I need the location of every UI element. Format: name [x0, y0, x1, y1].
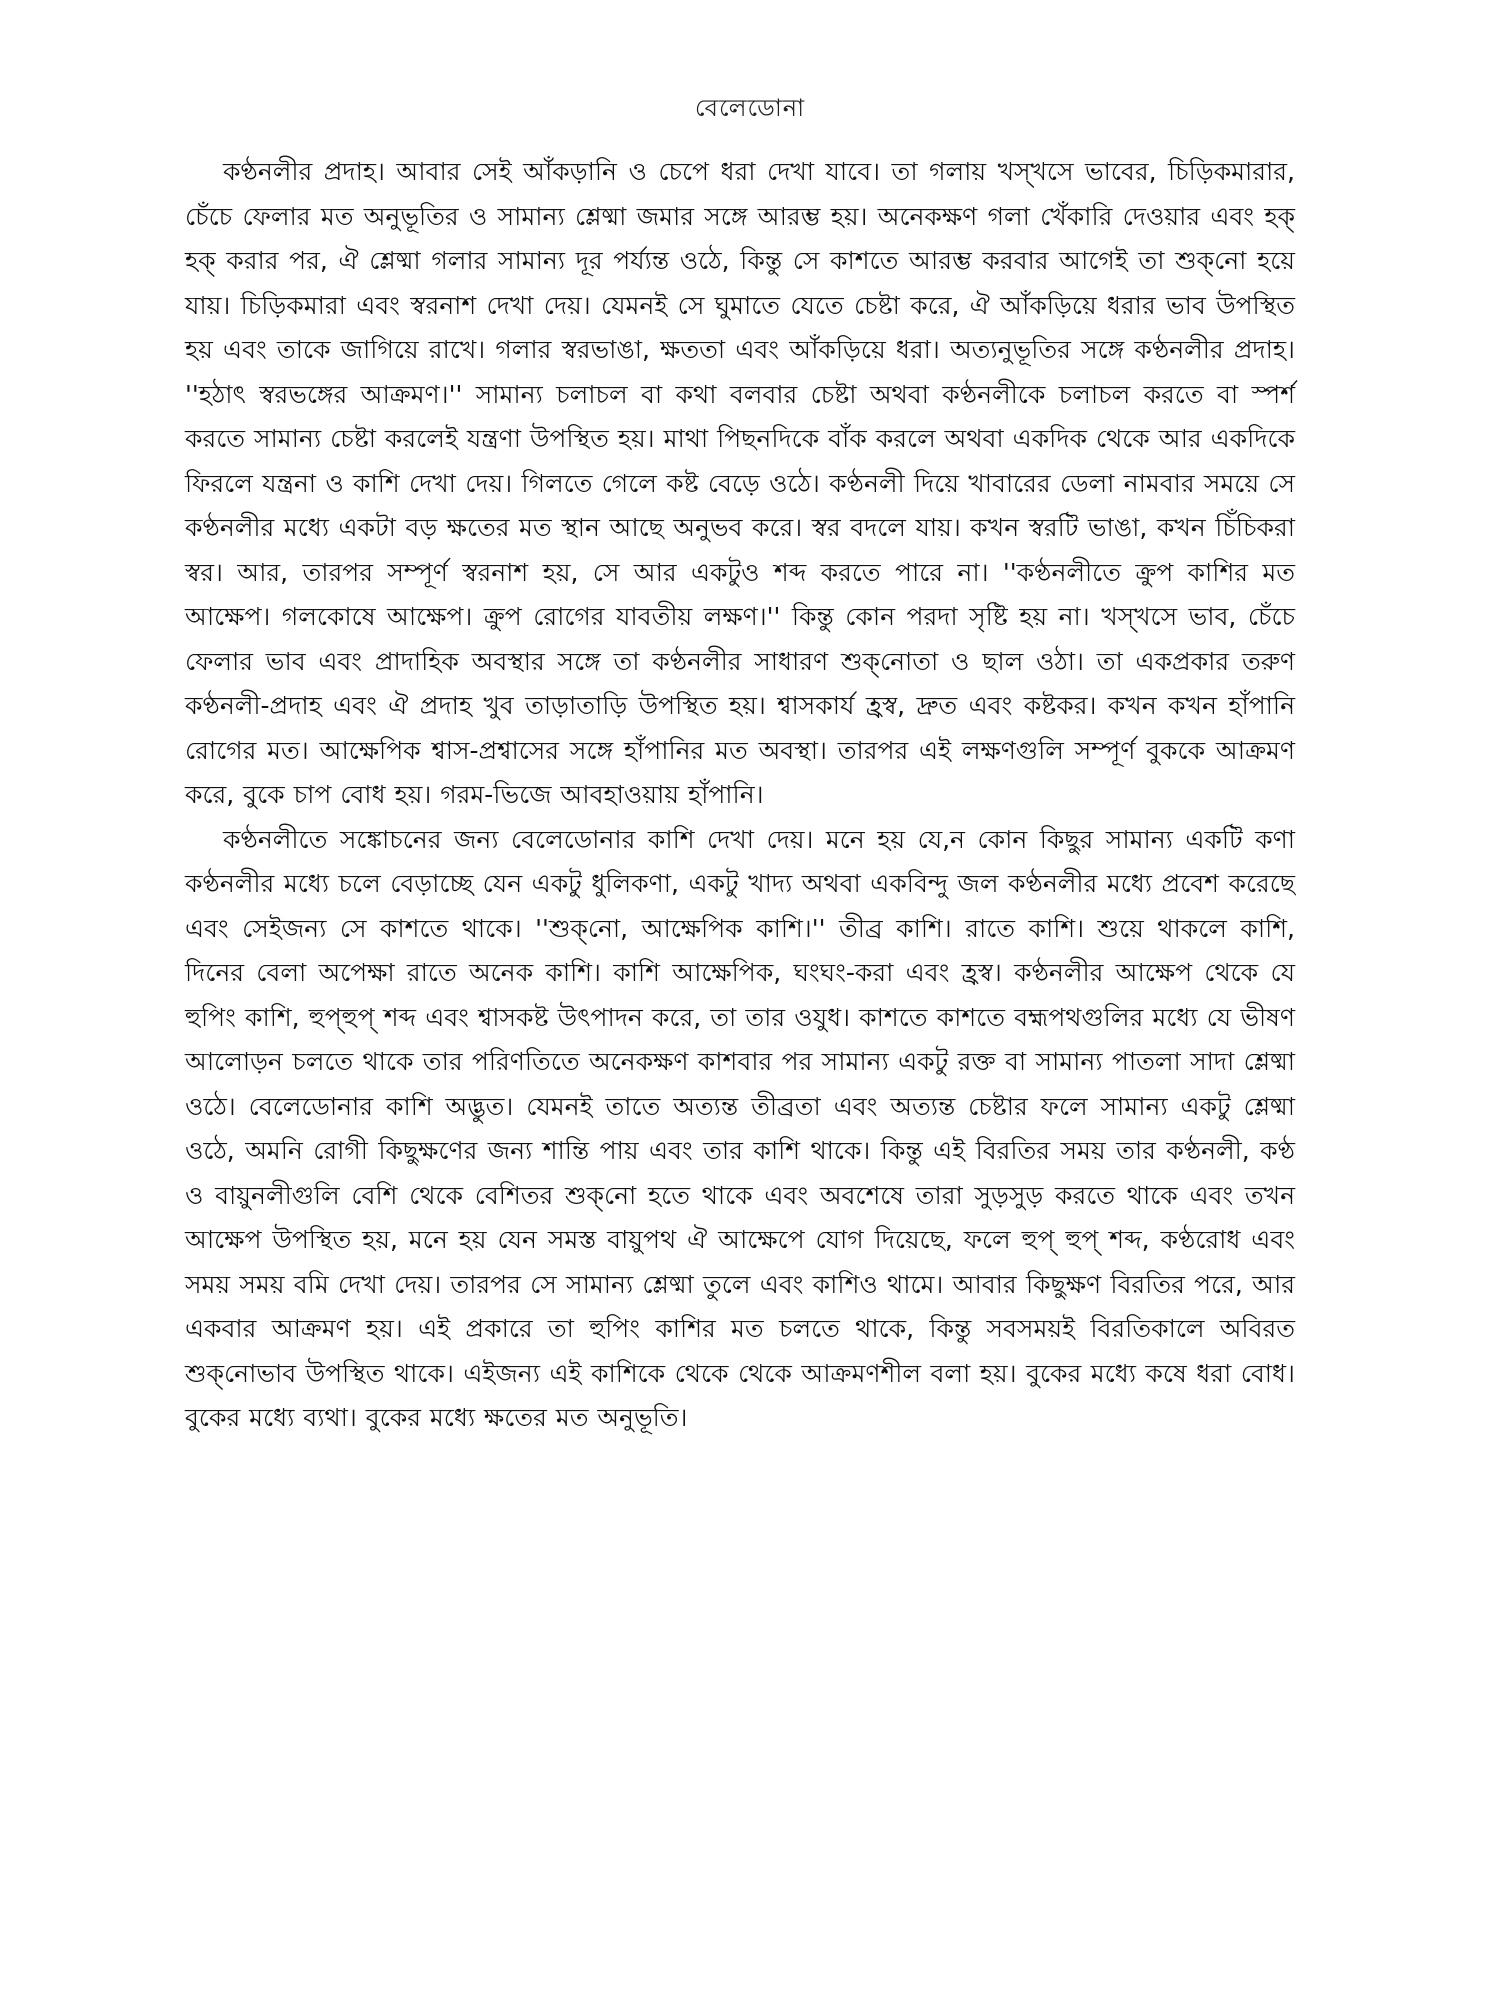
paragraph-larynx: কণ্ঠনলীর প্রদাহ। আবার সেই আঁকড়ানি ও চেপে ধরা দেখা যাবে। তা গলায় খস্‌খসে ভাবের, চিড়িকমারার, চেঁচে ফেলার মত অনুভূতির ও সামান্য শ্লেষ্মা জমার সঙ্গে আরম্ভ হয়। অনেকক্ষণ গলা খেঁকারি দেওয়ার এবং হক্‌ হক্‌ করার পর, ঐ শ্লেষ্মা গলার সামান্য দূর পর্য্যন্ত ওঠে, কিন্তু সে কাশতে আরম্ভ করবার আগেই তা শুক্‌নো হয়ে যায়। চিড়িকমারা এবং স্বরনাশ দেখা দেয়। যেমনই সে ঘুমাতে যেতে চেষ্টা করে, ঐ আঁকড়িয়ে ধরার ভাব উপস্থিত হয় এবং তাকে জাগিয়ে রাখে। গলার স্বরভাঙা, ক্ষততা এবং আঁকড়িয়ে ধরা। অত্যনুভূতির সঙ্গে কণ্ঠনলীর প্রদাহ। ''হঠাৎ স্বরভঙ্গের আক্রমণ।'' সামান্য চলাচল বা কথা বলবার চেষ্টা অথবা কণ্ঠনলীকে চলাচল করতে বা স্পর্শ করতে সামান্য চেষ্টা করলেই যন্ত্রণা উপস্থিত হয়। মাথা পিছনদিকে বাঁক করলে অথবা একদিক থেকে আর একদিকে ফিরলে যন্ত্রনা ও কাশি দেখা দেয়। গিলতে গেলে কষ্ট বেড়ে ওঠে। কণ্ঠনলী দিয়ে খাবারের ডেলা নামবার সময়ে সে কণ্ঠনলীর মধ্যে একটা বড় ক্ষতের মত স্থান আছে অনুভব করে। স্বর বদলে যায়। কখন স্বরটি ভাঙা, কখন চিঁচিকরা স্বর। আর, তারপর সম্পূর্ণ স্বরনাশ হয়, সে আর একটুও শব্দ করতে পারে না। ''কণ্ঠনলীতে ক্রুপ কাশির মত আক্ষেপ। গলকোষে আক্ষেপ। ক্রুপ রোগের যাবতীয় লক্ষণ।'' কিন্তু কোন পরদা সৃষ্টি হয় না। খস্‌খসে ভাব, চেঁচে ফেলার ভাব এবং প্রাদাহিক অবস্থার সঙ্গে তা কণ্ঠনলীর সাধারণ শুক্‌নোতা ও ছাল ওঠা। তা একপ্রকার তরুণ কণ্ঠনলী-প্রদাহ এবং ঐ প্রদাহ খুব তাড়াতাড়ি উপস্থিত হয়। শ্বাসকার্য হ্রস্ব, দ্রুত এবং কষ্টকর। কখন কখন হাঁপানি রোগের মত। আক্ষেপিক শ্বাস-প্রশ্বাসের সঙ্গে হাঁপানির মত অবস্থা। তারপর এই লক্ষণগুলি সম্পূর্ণ বুককে আক্রমণ করে, বুকে চাপ বোধ হয়। গরম-ভিজে আবহাওয়ায় হাঁপানি। — [185, 157, 1295, 809]
paragraph-cough: কণ্ঠনলীতে সঙ্কোচনের জন্য বেলেডোনার কাশি দেখা দেয়। মনে হয় যে,ন কোন কিছুর সামান্য একটি কণা কণ্ঠনলীর মধ্যে চলে বেড়াচ্ছে যেন একটু ধুলিকণা, একটু খাদ্য অথবা একবিন্দু জল কণ্ঠনলীর মধ্যে প্রবেশ করেছে এবং সেইজন্য সে কাশতে থাকে। ''শুক্‌নো, আক্ষেপিক কাশি।'' তীব্র কাশি। রাতে কাশি। শুয়ে থাকলে কাশি, দিনের বেলা অপেক্ষা রাতে অনেক কাশি। কাশি আক্ষেপিক, ঘংঘং-করা এবং হ্রস্ব। কণ্ঠনলীর আক্ষেপ থেকে যে হুপিং কাশি, হুপ্‌হুপ্‌ শব্দ এবং শ্বাসকষ্ট উৎপাদন করে, তা তার ওযুধ। কাশতে কাশতে বহ্মপথগুলির মধ্যে যে ভীষণ আলোড়ন চলতে থাকে তার পরিণতিতে অনেকক্ষণ কাশবার পর সামান্য একটু রক্ত বা সামান্য পাতলা সাদা শ্লেষ্মা ওঠে। বেলেডোনার কাশি অদ্ভুত। যেমনই তাতে অত্যন্ত তীব্রতা এবং অত্যন্ত চেষ্টার ফলে সামান্য একটু শ্লেষ্মা ওঠে, অমনি রোগী কিছুক্ষণের জন্য শান্তি পায় এবং তার কাশি থাকে। কিন্তু এই বিরতির সময় তার কণ্ঠনলী, কণ্ঠ ও বায়ুনলীগুলি বেশি থেকে বেশিতর শুক্‌নো হতে থাকে এবং অবশেষে তারা সুড়সুড় করতে থাকে এবং তখন আক্ষেপ উপস্থিত হয়, মনে হয় যেন সমস্ত বায়ুপথ ঐ আক্ষেপে যোগ দিয়েছে, ফলে হুপ্‌ হুপ্‌ শব্দ, কণ্ঠরোধ এবং সময় সময় বমি দেখা দেয়। তারপর সে সামান্য শ্লেষ্মা তুলে এবং কাশিও থামে। আবার কিছুক্ষণ বিরতির পরে, আর একবার আক্রমণ হয়। এই প্রকারে তা হুপিং কাশির মত চলতে থাকে, কিন্তু সবসময়ই বিরতিকালে অবিরত শুক্‌নোভাব উপস্থিত থাকে। এইজন্য এই কাশিকে থেকে থেকে আক্রমণশীল বলা হয়। বুকের মধ্যে কষে ধরা বোধ। বুকের মধ্যে ব্যথা। বুকের মধ্যে ক্ষতের মত অনুভূতি। — [185, 824, 1295, 1432]
running-head: বেলেডোনা — [694, 94, 806, 122]
body-text — [185, 150, 1295, 1441]
